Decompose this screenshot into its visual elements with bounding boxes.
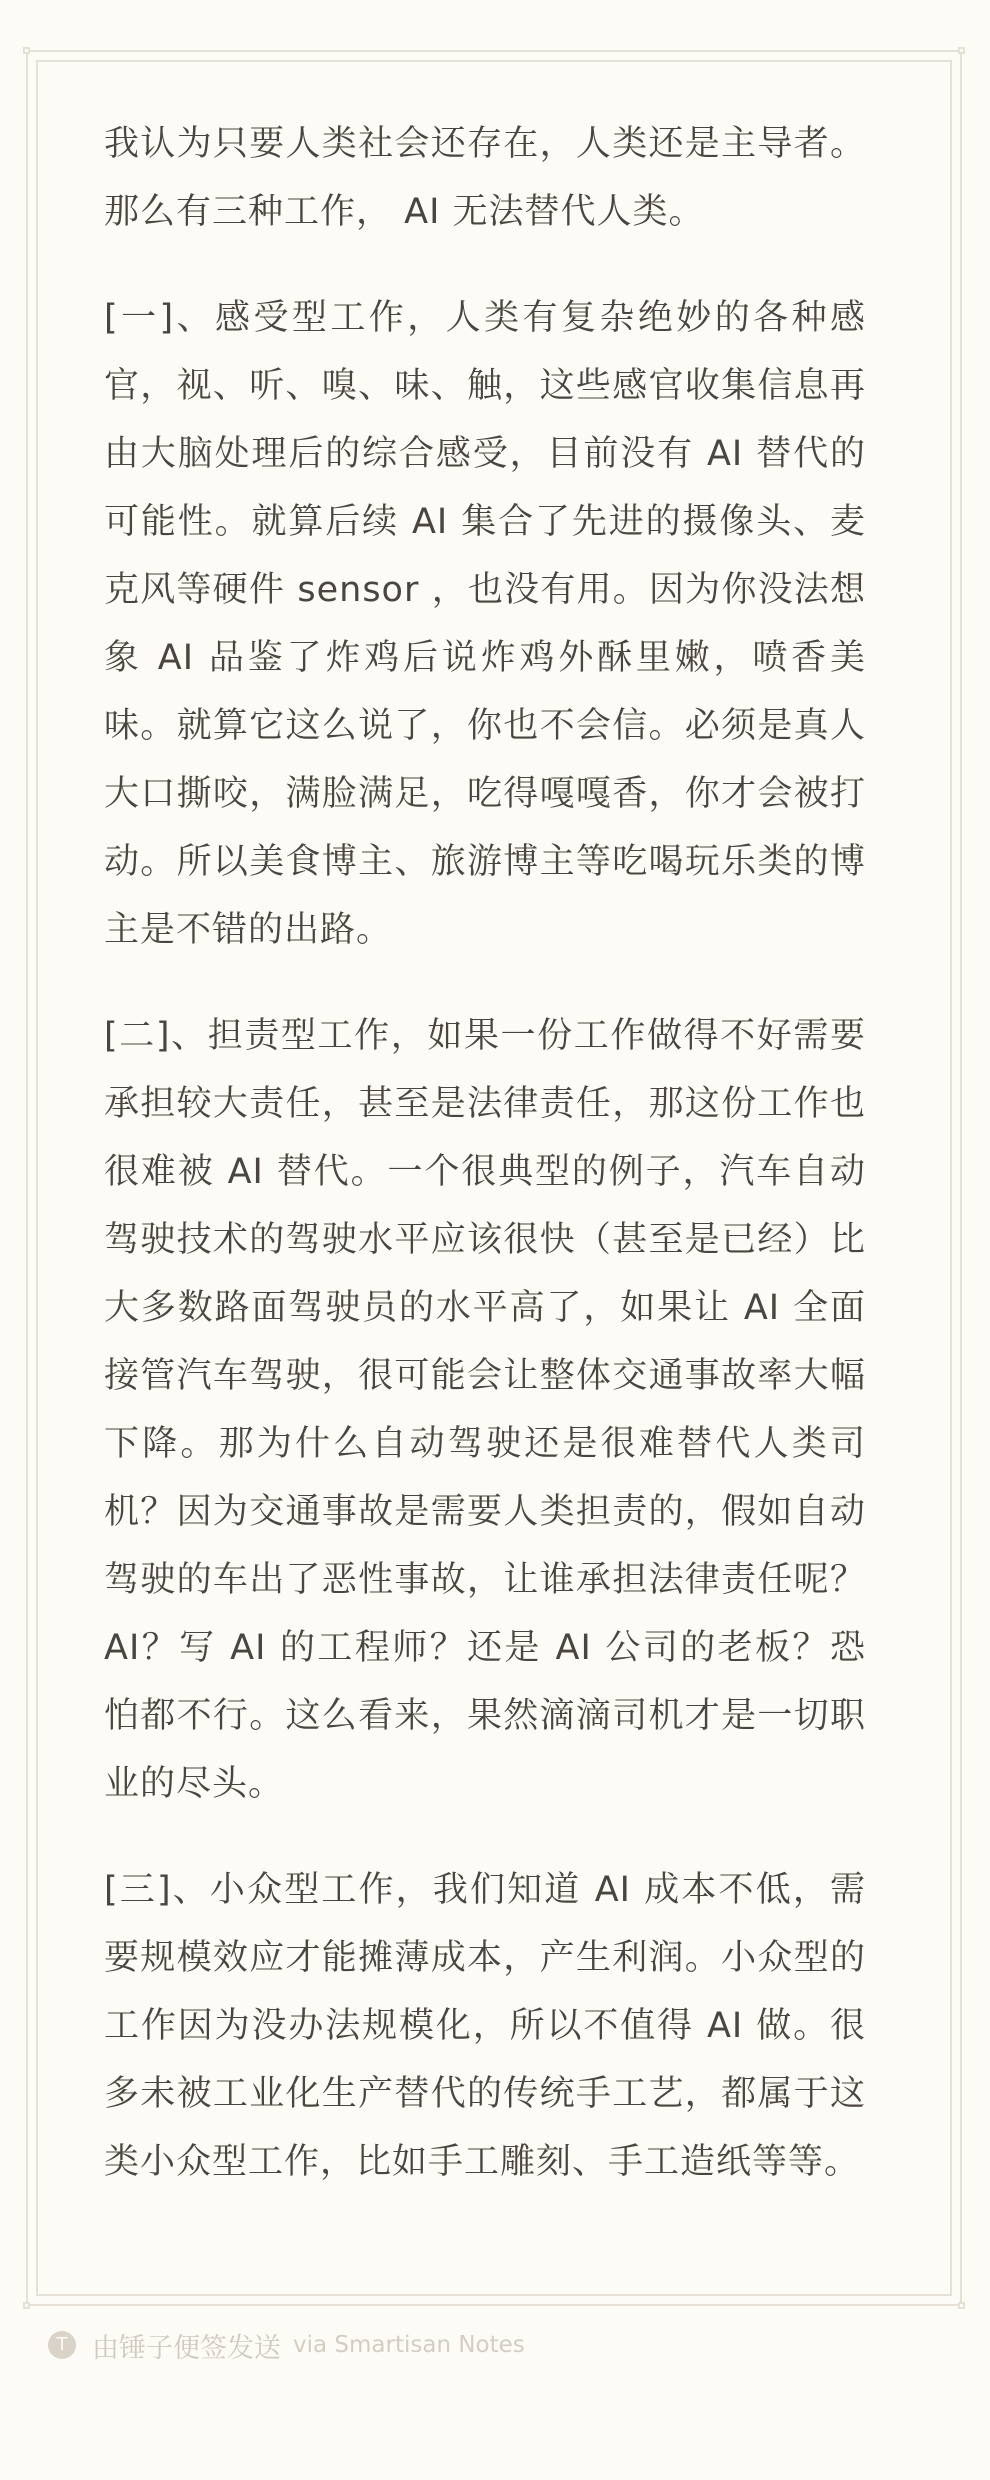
note-paragraph-intro: 我认为只要人类社会还存在，人类还是主导者。那么有三种工作， AI 无法替代人类。 <box>104 124 866 232</box>
note-paragraph-perception-work: [一]、感受型工作，人类有复杂绝妙的各种感官，视、听、嗅、味、触，这些感官收集信息再由大脑处理后的综合感受，目前没有 AI 替代的可能性。就算后续 AI 集合了先进的摄像头、麦克风等硬件 sensor ，也没有用。因为你没法想象 AI 品鉴了炸鸡后说炸鸡外酥里嫩，喷香美味。就算它这么说了，你也不会信。必须是真人大口撕咬，满脸满足，吃得嘎嘎香，你才会被打动。所以美食博主、旅游博主等吃喝玩乐类的博主是不错的出路。 <box>104 298 866 950</box>
corner-ornament <box>23 47 30 54</box>
smartisan-t-icon: T <box>48 2331 76 2359</box>
note-body <box>104 110 866 2234</box>
corner-ornament <box>958 2302 965 2309</box>
footer-label: 由锤子便签发送 <box>92 2332 281 2364</box>
footer-signature <box>48 2325 525 2365</box>
corner-ornament <box>958 47 965 54</box>
footer-via: via Smartisan Notes <box>293 2332 525 2358</box>
note-paragraph-niche-work: [三]、小众型工作，我们知道 AI 成本不低，需要规模效应才能摊薄成本，产生利润。小众型的工作因为没办法规模化，所以不值得 AI 做。很多未被工业化生产替代的传统手工艺，都属于这类小众型工作，比如手工雕刻、手工造纸等等。 <box>104 1870 866 2182</box>
note-paragraph-responsibility-work: [二]、担责型工作，如果一份工作做得不好需要承担较大责任，甚至是法律责任，那这份工作也很难被 AI 替代。一个很典型的例子，汽车自动驾驶技术的驾驶水平应该很快（甚至是已经）比大多数路面驾驶员的水平高了，如果让 AI 全面接管汽车驾驶，很可能会让整体交通事故率大幅下降。那为什么自动驾驶还是很难替代人类司机？因为交通事故是需要人类担责的，假如自动驾驶的车出了恶性事故，让谁承担法律责任呢？ AI？写 AI 的工程师？还是 AI 公司的老板？恐怕都不行。这么看来，果然滴滴司机才是一切职业的尽头。 <box>104 1016 866 1804</box>
corner-ornament <box>23 2302 30 2309</box>
